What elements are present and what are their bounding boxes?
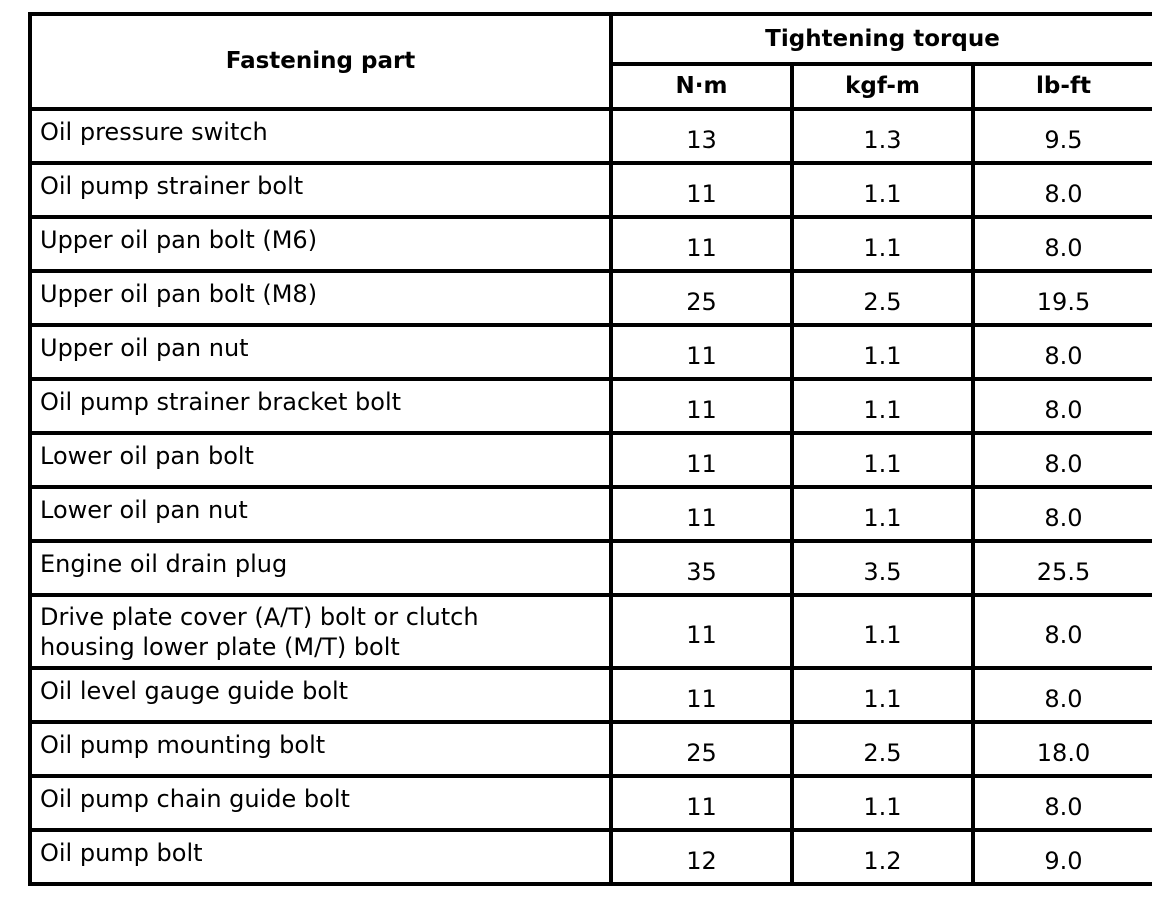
table-row bbox=[30, 722, 1152, 776]
table-row bbox=[30, 776, 1152, 830]
cell-nm: 25 bbox=[611, 271, 792, 325]
cell-part: Oil pump mounting bolt bbox=[30, 722, 611, 776]
cell-nm: 11 bbox=[611, 379, 792, 433]
cell-nm: 35 bbox=[611, 541, 792, 595]
cell-lbft: 19.5 bbox=[973, 271, 1152, 325]
cell-part: Oil pump strainer bracket bolt bbox=[30, 379, 611, 433]
cell-nm: 11 bbox=[611, 487, 792, 541]
cell-nm: 11 bbox=[611, 595, 792, 668]
cell-nm: 12 bbox=[611, 830, 792, 884]
cell-kgfm: 2.5 bbox=[792, 271, 973, 325]
cell-lbft: 8.0 bbox=[973, 776, 1152, 830]
cell-part: Oil pump strainer bolt bbox=[30, 163, 611, 217]
cell-part: Upper oil pan nut bbox=[30, 325, 611, 379]
cell-kgfm: 1.1 bbox=[792, 595, 973, 668]
table-row bbox=[30, 325, 1152, 379]
cell-lbft: 8.0 bbox=[973, 668, 1152, 722]
cell-kgfm: 3.5 bbox=[792, 541, 973, 595]
cell-kgfm: 1.1 bbox=[792, 433, 973, 487]
cell-part-line: housing lower plate (M/T) bolt bbox=[40, 633, 400, 661]
cell-part bbox=[30, 595, 611, 668]
cell-lbft: 8.0 bbox=[973, 487, 1152, 541]
table-row bbox=[30, 217, 1152, 271]
cell-lbft: 8.0 bbox=[973, 217, 1152, 271]
cell-part: Oil pressure switch bbox=[30, 109, 611, 163]
header-unit-lbft: lb-ft bbox=[973, 64, 1152, 109]
cell-part: Upper oil pan bolt (M6) bbox=[30, 217, 611, 271]
header-fastening-part: Fastening part bbox=[30, 14, 611, 109]
cell-nm: 13 bbox=[611, 109, 792, 163]
cell-nm: 11 bbox=[611, 433, 792, 487]
header-tightening-torque: Tightening torque bbox=[611, 14, 1152, 64]
cell-lbft: 25.5 bbox=[973, 541, 1152, 595]
cell-kgfm: 1.1 bbox=[792, 163, 973, 217]
cell-nm: 11 bbox=[611, 163, 792, 217]
table-row bbox=[30, 109, 1152, 163]
cell-lbft: 18.0 bbox=[973, 722, 1152, 776]
cell-kgfm: 1.1 bbox=[792, 379, 973, 433]
header-unit-nm: N·m bbox=[611, 64, 792, 109]
cell-lbft: 9.0 bbox=[973, 830, 1152, 884]
cell-kgfm: 2.5 bbox=[792, 722, 973, 776]
table-row bbox=[30, 830, 1152, 884]
cell-lbft: 9.5 bbox=[973, 109, 1152, 163]
cell-part-line: Drive plate cover (A/T) bolt or clutch bbox=[40, 603, 479, 631]
table-row bbox=[30, 595, 1152, 668]
cell-kgfm: 1.1 bbox=[792, 668, 973, 722]
cell-kgfm: 1.3 bbox=[792, 109, 973, 163]
cell-part: Lower oil pan bolt bbox=[30, 433, 611, 487]
table-row bbox=[30, 541, 1152, 595]
header-unit-kgfm: kgf-m bbox=[792, 64, 973, 109]
cell-kgfm: 1.2 bbox=[792, 830, 973, 884]
cell-nm: 11 bbox=[611, 776, 792, 830]
cell-lbft: 8.0 bbox=[973, 433, 1152, 487]
torque-table bbox=[28, 12, 1152, 886]
table-row bbox=[30, 163, 1152, 217]
cell-nm: 11 bbox=[611, 668, 792, 722]
cell-kgfm: 1.1 bbox=[792, 776, 973, 830]
cell-part: Lower oil pan nut bbox=[30, 487, 611, 541]
cell-part: Oil pump bolt bbox=[30, 830, 611, 884]
cell-lbft: 8.0 bbox=[973, 595, 1152, 668]
cell-lbft: 8.0 bbox=[973, 379, 1152, 433]
cell-kgfm: 1.1 bbox=[792, 487, 973, 541]
header-row-top bbox=[30, 14, 1152, 64]
table-row bbox=[30, 379, 1152, 433]
table-row bbox=[30, 487, 1152, 541]
cell-nm: 25 bbox=[611, 722, 792, 776]
cell-part: Upper oil pan bolt (M8) bbox=[30, 271, 611, 325]
cell-part: Oil pump chain guide bolt bbox=[30, 776, 611, 830]
table-row bbox=[30, 668, 1152, 722]
cell-kgfm: 1.1 bbox=[792, 325, 973, 379]
cell-lbft: 8.0 bbox=[973, 325, 1152, 379]
cell-nm: 11 bbox=[611, 325, 792, 379]
cell-lbft: 8.0 bbox=[973, 163, 1152, 217]
table-row bbox=[30, 271, 1152, 325]
cell-kgfm: 1.1 bbox=[792, 217, 973, 271]
cell-part: Oil level gauge guide bolt bbox=[30, 668, 611, 722]
table-row bbox=[30, 433, 1152, 487]
cell-nm: 11 bbox=[611, 217, 792, 271]
cell-part: Engine oil drain plug bbox=[30, 541, 611, 595]
